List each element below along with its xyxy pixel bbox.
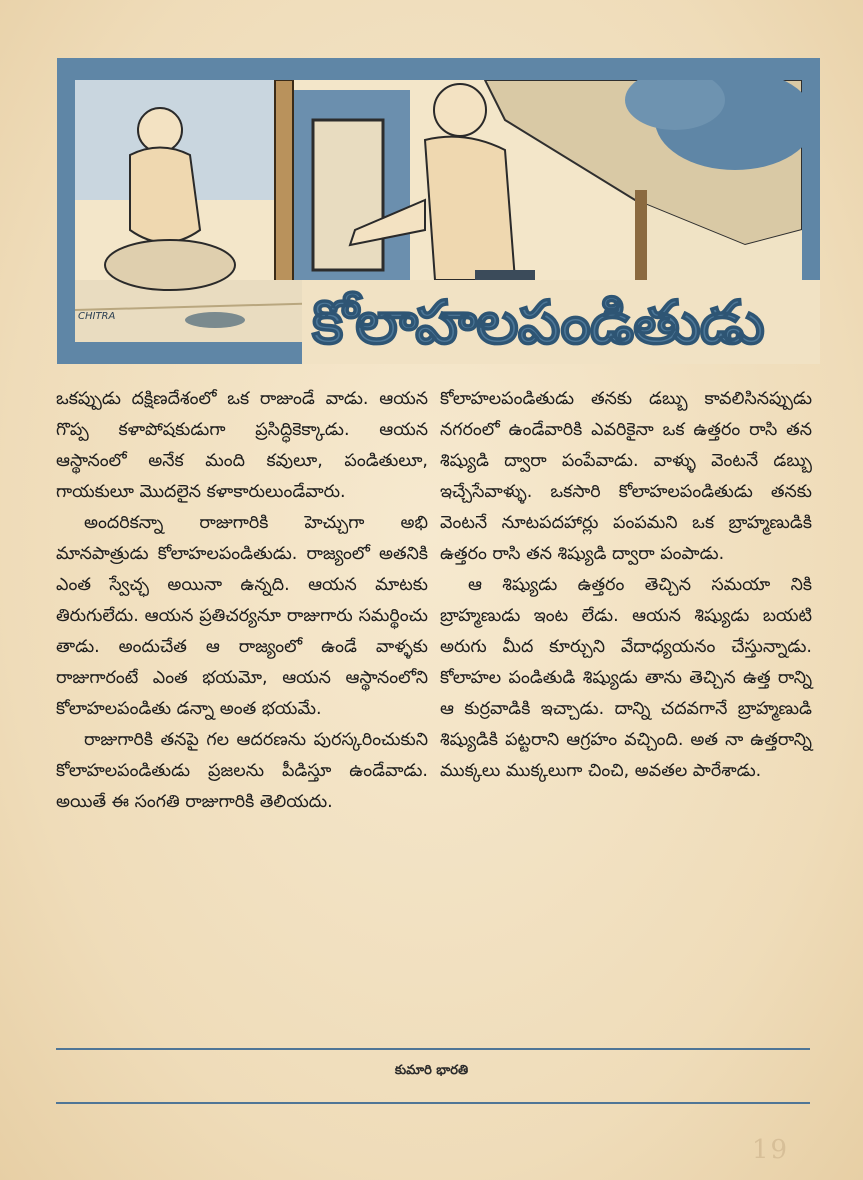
paragraph: రాజుగారికి తనపై గల ఆదరణను పురస్కరించుకుని కోలాహలపండితుడు ప్రజలను పీడిస్తూ ఉండేవాడు. అయితే ఈ సంగతి రాజుగారికి తెలియదు.: [56, 730, 428, 812]
paragraph: అందరికన్నా రాజుగారికి హెచ్చుగా అభి మానపాత్రుడు కోలాహలపండితుడు. రాజ్యంలో అతనికి ఎంత స్వేచ్ఛ అయినా ఉన్నది. ఆయన మాటకు తిరుగులేదు. ఆయన ప్రతిచర్యనూ రాజుగారు సమర్థించు తాడు. అందుచేత ఆ రాజ్యంలో ఉండే వాళ్ళకు రాజుగారంటే ఎంత భయమో, ఆయన ఆస్థానంలోని కోలాహలపండితు డన్నా అంత భయమే.: [56, 513, 428, 719]
left-column: [56, 384, 428, 818]
right-column: [440, 384, 812, 787]
artist-signature: CHITRA: [78, 311, 116, 322]
divider-top: [56, 1048, 810, 1050]
paragraph: ఆ శిష్యుడు ఉత్తరం తెచ్చిన సమయా నికి బ్రాహ్మణుడు ఇంట లేడు. ఆయన శిష్యుడు బయటి అరుగు మీద కూర్చుని వేదాధ్యయనం చేస్తున్నాడు. కోలాహల పండితుడి శిష్యుడు తాను తెచ్చిన ఉత్త రాన్ని ఆ కుర్రవాడికి ఇచ్చాడు. దాన్ని చదవగానే బ్రాహ్మణుడి శిష్యుడికి పట్టరాని ఆగ్రహం వచ్చింది. అత నా ఉత్తరాన్ని ముక్కలు ముక్కలుగా చించి, అవతల పారేశాడు.: [440, 575, 812, 781]
page-number: 19: [752, 1135, 790, 1165]
author-name: కుమారి భారతి: [394, 1063, 469, 1078]
story-title: కోలాహలపండితుడు: [312, 288, 764, 358]
divider-bottom: [56, 1102, 810, 1104]
paragraph: ఒకప్పుడు దక్షిణదేశంలో ఒక రాజుండే వాడు. ఆయన గొప్ప కళాపోషకుడుగా ప్రసిద్ధికెక్కాడు. ఆయన ఆస్థానంలో అనేక మంది కవులూ, పండితులూ, గాయకులూ మొదలైన కళాకారులుండేవారు.: [56, 389, 428, 502]
paragraph: కోలాహలపండితుడు తనకు డబ్బు కావలిసినప్పుడు నగరంలో ఉండేవారికి ఎవరికైనా ఒక ఉత్తరం రాసి తన శిష్యుడి ద్వారా పంపేవాడు. వాళ్ళు వెంటనే డబ్బు ఇచ్చేసేవాళ్ళు. ఒకసారి కోలాహలపండితుడు తనకు వెంటనే నూటపదహార్లు పంపమని ఒక బ్రాహ్మణుడికి ఉత్తరం రాసి తన శిష్యుడి ద్వారా పంపాడు.: [440, 389, 812, 564]
